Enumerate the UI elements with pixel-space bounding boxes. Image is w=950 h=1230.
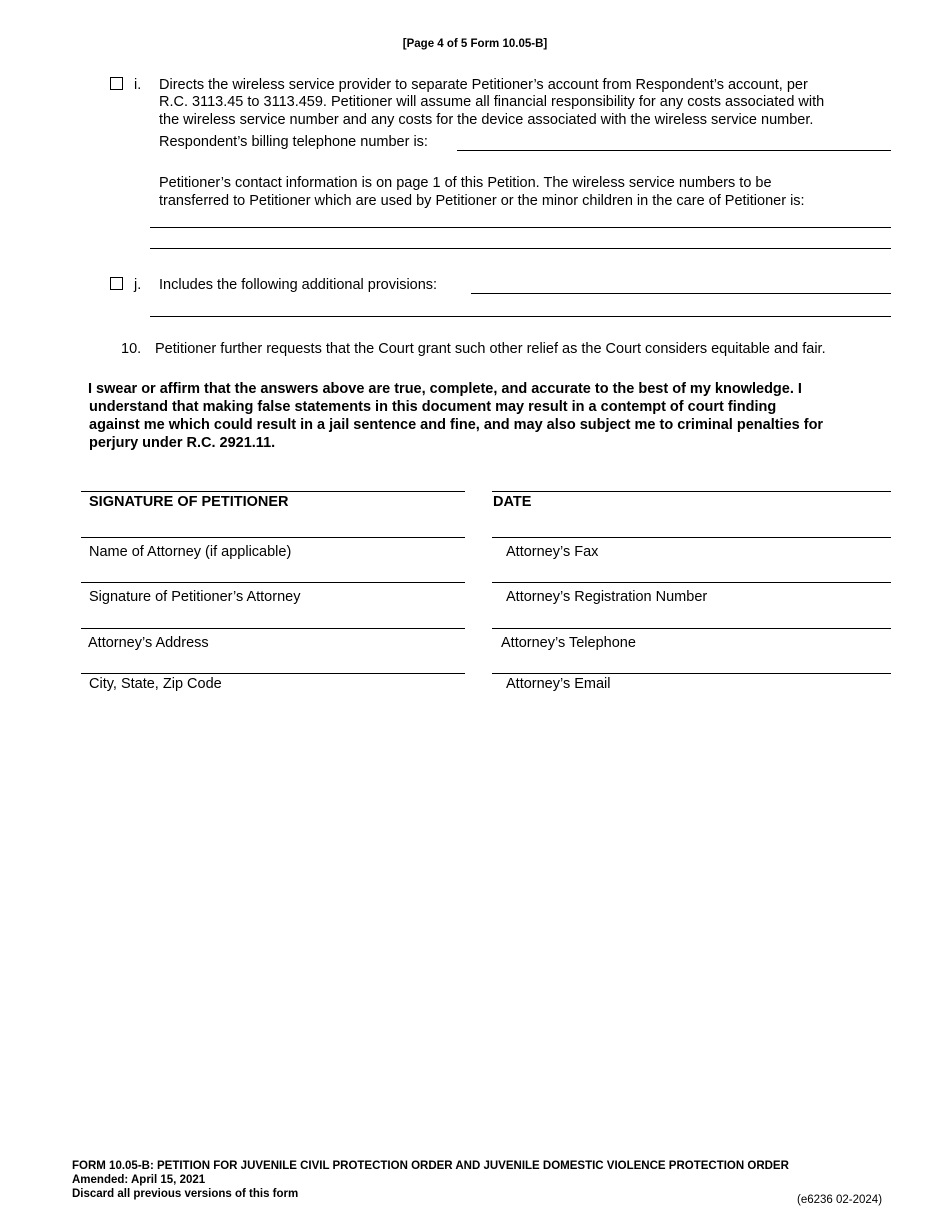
- attorney-address-label: Attorney’s Address: [88, 635, 209, 651]
- date-label: DATE: [493, 494, 532, 510]
- contact-info-line-1: Petitioner’s contact information is on page 1 of this Petition. The wireless service numbers to be: [159, 175, 772, 191]
- item-j-letter: j.: [134, 277, 142, 293]
- attorney-fax-line[interactable]: [492, 537, 891, 538]
- date-line[interactable]: [492, 491, 891, 492]
- item-10-text: Petitioner further requests that the Court grant such other relief as the Court considers equitable and fair.: [155, 341, 826, 357]
- wireless-numbers-field-2[interactable]: [150, 248, 891, 249]
- affirmation-line-1: I swear or affirm that the answers above are true, complete, and accurate to the best of my knowledge. I: [88, 381, 802, 397]
- affirmation-line-2: understand that making false statements in this document may result in a contempt of court finding: [89, 399, 777, 415]
- item-i-checkbox[interactable]: [110, 77, 123, 90]
- item-j-label: Includes the following additional provisions:: [159, 277, 438, 293]
- attorney-email-label: Attorney’s Email: [506, 676, 611, 692]
- affirmation-line-4: perjury under R.C. 2921.11.: [89, 435, 276, 451]
- footer-amended: Amended: April 15, 2021: [72, 1174, 206, 1186]
- affirmation-line-3: against me which could result in a jail sentence and fine, and may also subject me to criminal penalties for: [89, 417, 824, 433]
- attorney-fax-label: Attorney’s Fax: [506, 544, 599, 560]
- contact-info-line-2: transferred to Petitioner which are used by Petitioner or the minor children in the care of Petitioner is:: [159, 193, 805, 209]
- item-i-text-line-2: R.C. 3113.45 to 3113.459. Petitioner will assume all financial responsibility for any costs associated with: [159, 94, 825, 110]
- item-i-letter: i.: [134, 77, 142, 93]
- attorney-signature-line[interactable]: [81, 582, 465, 583]
- attorney-name-label: Name of Attorney (if applicable): [89, 544, 292, 560]
- billing-number-field[interactable]: [457, 150, 891, 151]
- attorney-telephone-label: Attorney’s Telephone: [501, 635, 636, 651]
- item-i-text-line-1: Directs the wireless service provider to separate Petitioner’s account from Respondent’s account, per: [159, 77, 808, 93]
- item-j-checkbox[interactable]: [110, 277, 123, 290]
- footer-form-code: (e6236 02-2024): [797, 1194, 883, 1206]
- item-i-text-line-3: the wireless service number and any costs for the device associated with the wireless service number.: [159, 112, 814, 128]
- page-header: [Page 4 of 5 Form 10.05-B]: [402, 38, 548, 50]
- attorney-address-line[interactable]: [81, 628, 465, 629]
- attorney-signature-label: Signature of Petitioner’s Attorney: [89, 589, 301, 605]
- petitioner-signature-label: SIGNATURE OF PETITIONER: [89, 494, 289, 510]
- attorney-registration-line[interactable]: [492, 582, 891, 583]
- attorney-telephone-line[interactable]: [492, 628, 891, 629]
- billing-number-label: Respondent’s billing telephone number is:: [159, 134, 428, 150]
- attorney-email-line[interactable]: [492, 673, 891, 674]
- additional-provisions-field-2[interactable]: [150, 316, 891, 317]
- wireless-numbers-field-1[interactable]: [150, 227, 891, 228]
- footer-discard: Discard all previous versions of this form: [72, 1188, 299, 1200]
- item-10-number: 10.: [121, 341, 142, 357]
- city-state-zip-line[interactable]: [81, 673, 465, 674]
- city-state-zip-label: City, State, Zip Code: [89, 676, 222, 692]
- petitioner-signature-line[interactable]: [81, 491, 465, 492]
- additional-provisions-field-1[interactable]: [471, 293, 891, 294]
- attorney-registration-label: Attorney’s Registration Number: [506, 589, 708, 605]
- attorney-name-line[interactable]: [81, 537, 465, 538]
- footer-form-title: FORM 10.05-B: PETITION FOR JUVENILE CIVIL PROTECTION ORDER AND JUVENILE DOMESTIC VIOLENCE PROTECTION ORDER: [72, 1160, 789, 1172]
